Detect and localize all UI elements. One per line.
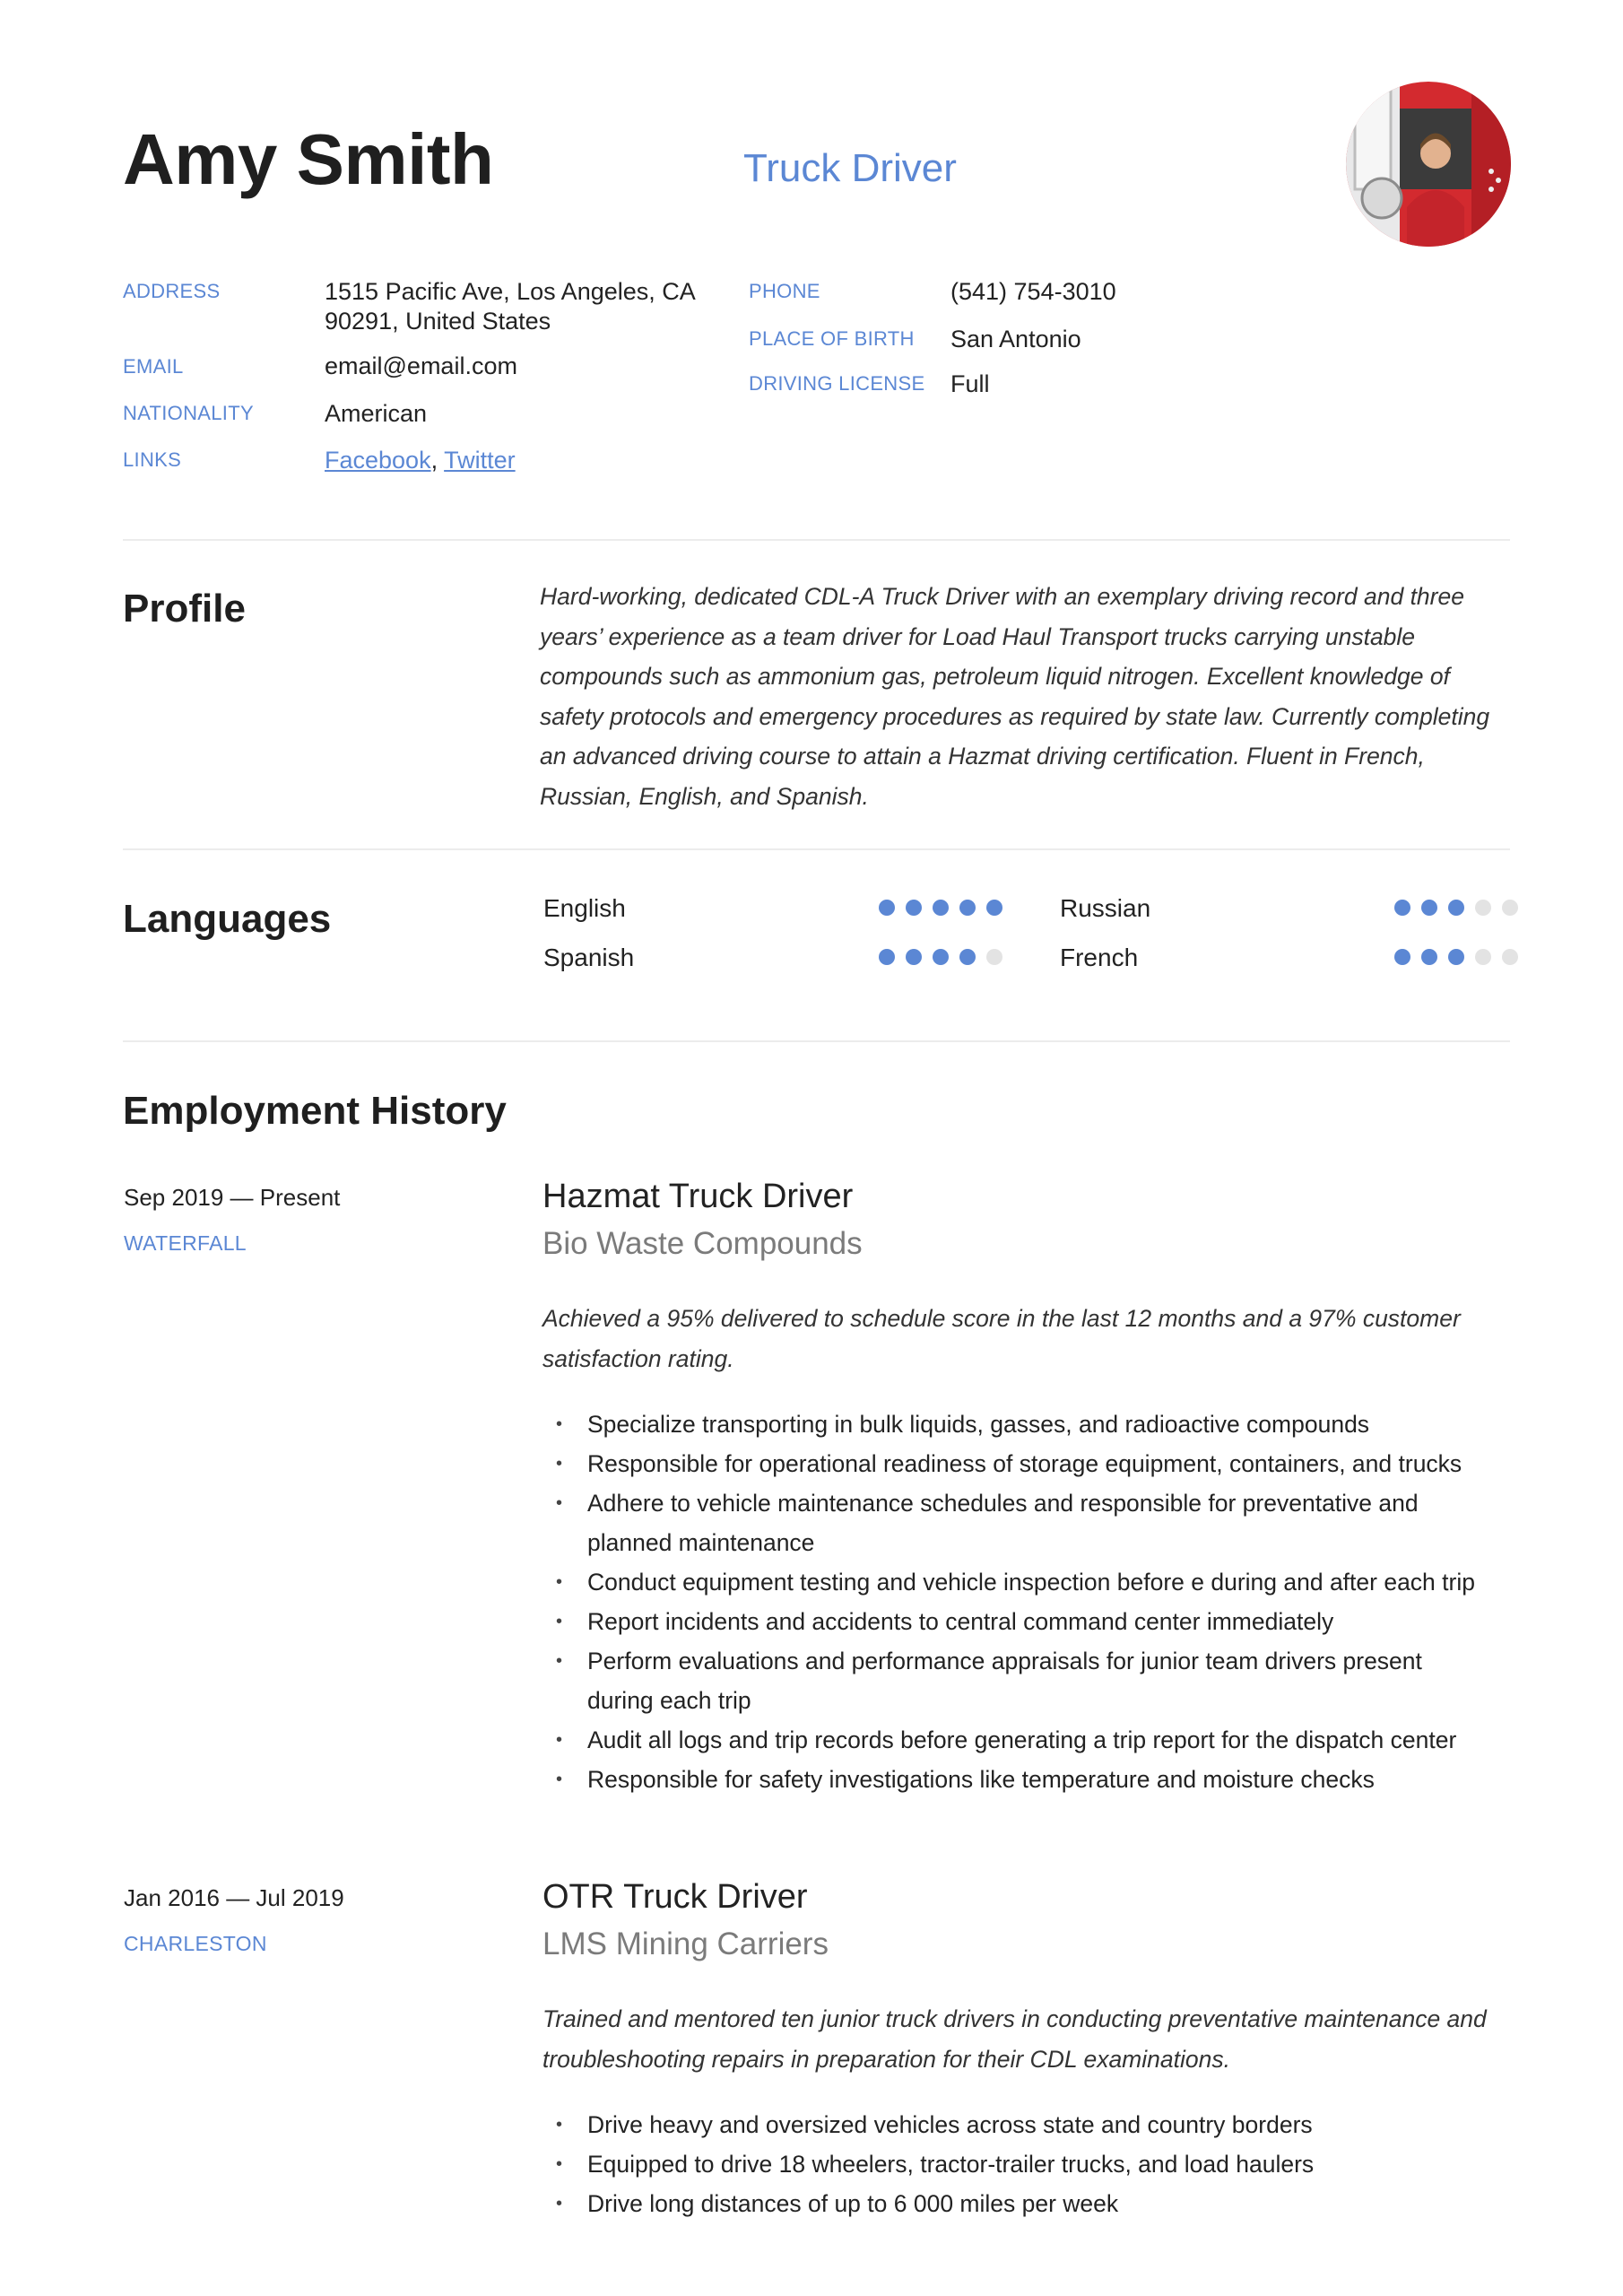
list-item: • Perform evaluations and performance appraisals for junior team drivers present during each trip (542, 1641, 1493, 1720)
rating-dot-filled (1421, 949, 1437, 965)
job-summary: Achieved a 95% delivered to schedule score in the last 12 months and a 97% customer satisfaction rating. (542, 1305, 1461, 1372)
job-location: CHARLESTON (124, 1932, 267, 1955)
language-name: English (543, 894, 626, 922)
rating-dot-filled (986, 900, 1002, 916)
links-value (325, 446, 516, 475)
birth-label: PLACE OF BIRTH (749, 327, 915, 350)
license-value: Full (950, 370, 990, 397)
rating-dot-empty (1475, 949, 1491, 965)
language-rating (1394, 900, 1518, 916)
language-name: Russian (1060, 894, 1151, 922)
job-company: LMS Mining Carriers (542, 1926, 829, 1961)
rating-dot-filled (1448, 949, 1464, 965)
divider (123, 1040, 1510, 1042)
job-bullets (542, 1405, 1493, 1799)
candidate-name: Amy Smith (123, 119, 494, 199)
license-label: DRIVING LICENSE (749, 372, 925, 395)
avatar (1346, 82, 1511, 247)
list-item: • Conduct equipment testing and vehicle inspection before e during and after each trip (542, 1562, 1493, 1602)
email-label: EMAIL (123, 355, 184, 378)
divider (123, 848, 1510, 850)
rating-dot-empty (1502, 949, 1518, 965)
rating-dot-filled (879, 949, 895, 965)
rating-dot-filled (1448, 900, 1464, 916)
phone-value: (541) 754-3010 (950, 278, 1116, 305)
list-item: • Specialize transporting in bulk liquids, gasses, and radioactive compounds (542, 1405, 1493, 1444)
language-rating (879, 900, 1002, 916)
avatar-image (1346, 82, 1511, 247)
list-item: • Responsible for operational readiness of storage equipment, containers, and trucks (542, 1444, 1493, 1483)
rating-dot-filled (933, 949, 949, 965)
job-location: WATERFALL (124, 1231, 247, 1255)
language-rating (879, 949, 1002, 965)
languages-heading: Languages (123, 897, 332, 941)
email-value: email@email.com (325, 352, 517, 379)
rating-dot-filled (879, 900, 895, 916)
divider (123, 539, 1510, 541)
rating-dot-filled (959, 900, 976, 916)
rating-dot-filled (906, 900, 922, 916)
address-label: ADDRESS (123, 280, 221, 302)
rating-dot-empty (1475, 900, 1491, 916)
job-title-entry: OTR Truck Driver (542, 1878, 808, 1916)
nationality-value: American (325, 400, 428, 427)
address-line1: 1515 Pacific Ave, Los Angeles, CA (325, 278, 696, 305)
rating-dot-filled (959, 949, 976, 965)
rating-dot-filled (1421, 900, 1437, 916)
rating-dot-filled (1394, 949, 1410, 965)
list-item: • Drive long distances of up to 6 000 miles per week (542, 2184, 1493, 2223)
job-title-entry: Hazmat Truck Driver (542, 1178, 854, 1215)
address-line2: 90291, United States (325, 308, 551, 335)
rating-dot-filled (906, 949, 922, 965)
nationality-label: NATIONALITY (123, 402, 254, 424)
job-dates: Sep 2019 — Present (124, 1184, 341, 1211)
employment-heading: Employment History (123, 1089, 507, 1133)
list-item: • Adhere to vehicle maintenance schedules and responsible for preventative and planned maintenance (542, 1483, 1493, 1562)
rating-dot-empty (986, 949, 1002, 965)
twitter-link[interactable]: Twitter (444, 447, 516, 474)
job-dates: Jan 2016 — Jul 2019 (124, 1884, 344, 1911)
language-name: French (1060, 944, 1139, 971)
language-rating (1394, 949, 1518, 965)
rating-dot-filled (933, 900, 949, 916)
profile-text: Hard-working, dedicated CDL-A Truck Driver with an exemplary driving record and three years’ experience as a team driver for Load Haul Transport trucks carrying unstable compounds such as ammonium gas, petroleum liquid nitrogen. Excellent knowledge of safety protocols and emergency procedures as required by state law. Currently completing an advanced driving course to attain a Hazmat driving certification. Fluent in French, Russian, English, and Spanish. (540, 583, 1490, 810)
job-title: Truck Driver (743, 146, 957, 190)
links-label: LINKS (123, 448, 182, 471)
job-summary: Trained and mentored ten junior truck drivers in conducting preventative maintenance and troubleshooting repairs in preparation for their CDL examinations. (542, 2005, 1487, 2073)
list-item: • Report incidents and accidents to central command center immediately (542, 1602, 1493, 1641)
language-name: Spanish (543, 944, 635, 971)
birth-value: San Antonio (950, 326, 1081, 352)
list-item: • Drive heavy and oversized vehicles across state and country borders (542, 2105, 1493, 2144)
links-separator: , (430, 447, 438, 474)
list-item: • Audit all logs and trip records before generating a trip report for the dispatch center (542, 1720, 1493, 1760)
phone-label: PHONE (749, 280, 820, 302)
list-item: • Equipped to drive 18 wheelers, tractor-trailer trucks, and load haulers (542, 2144, 1493, 2184)
profile-heading: Profile (123, 587, 246, 631)
job-bullets (542, 2105, 1493, 2223)
job-company: Bio Waste Compounds (542, 1226, 863, 1261)
list-item: • Responsible for safety investigations like temperature and moisture checks (542, 1760, 1493, 1799)
facebook-link[interactable]: Facebook (325, 447, 431, 474)
rating-dot-filled (1394, 900, 1410, 916)
rating-dot-empty (1502, 900, 1518, 916)
